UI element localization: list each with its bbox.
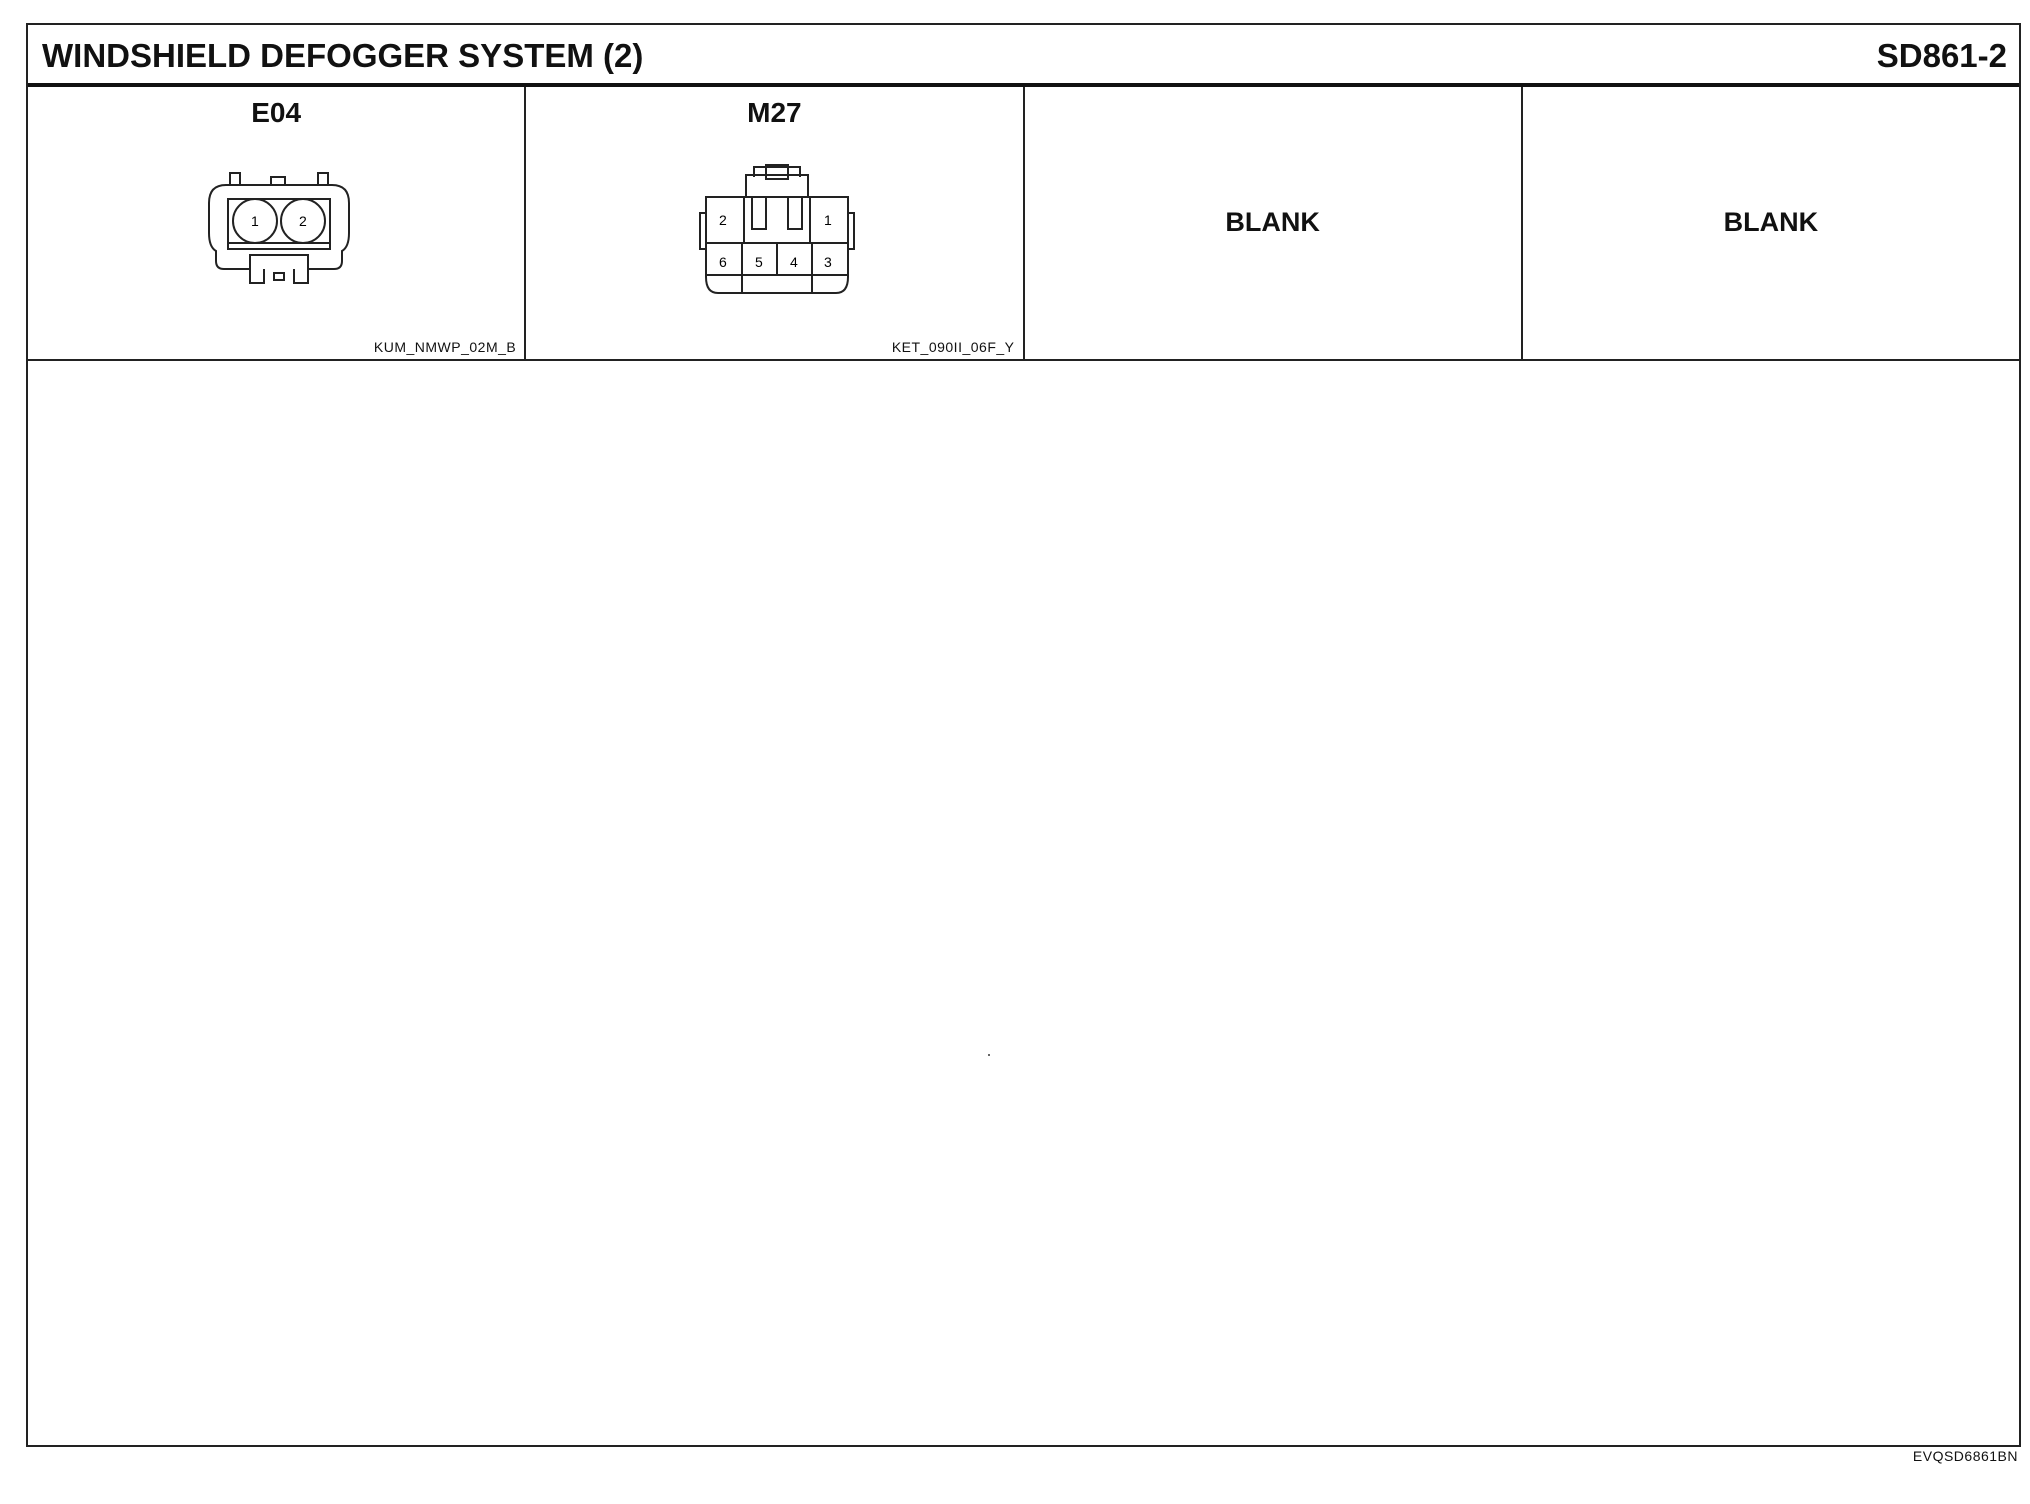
blank-label: BLANK bbox=[1723, 207, 1819, 237]
connector-part-number: KET_090II_06F_Y bbox=[891, 339, 1015, 355]
pin-label: 1 bbox=[824, 212, 833, 228]
diagram-frame bbox=[26, 23, 2021, 1447]
connector-name: M27 bbox=[747, 97, 802, 128]
connector-part-number: KUM_NMWP_02M_B bbox=[373, 339, 517, 355]
connector-e04-icon bbox=[204, 163, 354, 293]
connector-cell-m27 bbox=[526, 87, 1024, 359]
connector-cell-blank bbox=[1523, 87, 2019, 359]
connector-cell-blank bbox=[1025, 87, 1523, 359]
connector-cell-e04 bbox=[28, 87, 526, 359]
pin-label: 3 bbox=[824, 254, 833, 270]
pin-label: 2 bbox=[299, 213, 307, 229]
pin-label: 5 bbox=[755, 254, 764, 270]
connector-name: E04 bbox=[251, 97, 302, 128]
pin-label: 2 bbox=[719, 212, 728, 228]
header-bar bbox=[28, 25, 2019, 87]
pin-label: 1 bbox=[251, 213, 259, 229]
blank-label: BLANK bbox=[1225, 207, 1320, 237]
stray-dot bbox=[988, 1054, 990, 1056]
footer-code: EVQSD6861BN bbox=[1912, 1448, 2018, 1464]
connector-row bbox=[28, 87, 2019, 361]
page-title: WINDSHIELD DEFOGGER SYSTEM (2) bbox=[42, 37, 644, 74]
pin-label: 4 bbox=[790, 254, 799, 270]
page-code: SD861-2 bbox=[1876, 37, 2007, 74]
pin-label: 6 bbox=[719, 254, 728, 270]
connector-m27-icon bbox=[696, 157, 858, 307]
